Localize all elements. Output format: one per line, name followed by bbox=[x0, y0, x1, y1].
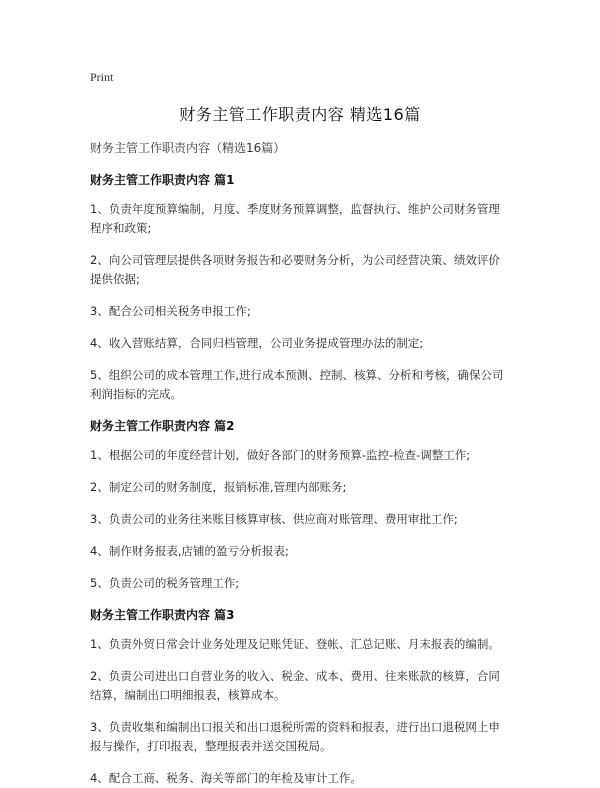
print-link[interactable]: Print bbox=[90, 70, 114, 84]
document-subtitle: 财务主管工作职责内容（精选16篇） bbox=[90, 141, 286, 155]
list-item: 1、根据公司的年度经营计划，做好各部门的财务预算-监控-检查-调整工作; bbox=[90, 448, 471, 462]
list-item: 1、负责外贸日常会计业务处理及记账凭证、登帐、汇总记账、月末报表的编制。 bbox=[90, 637, 500, 651]
list-item: 5、组织公司的成本管理工作,进行成本预测、控制、核算、分析和考核，确保公司利润指标的完成。 bbox=[90, 368, 504, 401]
section-heading: 财务主管工作职责内容 篇1 bbox=[90, 173, 235, 187]
list-item: 5、负责公司的税务管理工作; bbox=[90, 576, 240, 590]
section-1 bbox=[90, 171, 510, 404]
page-title: 财务主管工作职责内容 精选16篇 bbox=[179, 105, 421, 124]
section-3 bbox=[90, 606, 510, 788]
section-heading: 财务主管工作职责内容 篇2 bbox=[90, 419, 235, 433]
list-item: 4、收入营账结算，合同归档管理，公司业务提成管理办法的制定; bbox=[90, 336, 424, 350]
list-item: 4、配合工商、税务、海关等部门的年检及审计工作。 bbox=[90, 771, 362, 785]
list-item: 2、向公司管理层提供各项财务报告和必要财务分析，为公司经营决策、绩效评价提供依据; bbox=[90, 253, 500, 286]
list-item: 3、配合公司相关税务申报工作; bbox=[90, 304, 251, 318]
list-item: 3、负责收集和编制出口报关和出口退税所需的资料和报表，进行出口退税网上申报与操作，打印报表，整理报表并送交国税局。 bbox=[90, 720, 500, 753]
list-item: 2、负责公司进出口自营业务的收入、税金、成本、费用、往来账款的核算，合同结算，编制出口明细报表，核算成本。 bbox=[90, 669, 500, 702]
list-item: 4、制作财务报表,店铺的盈亏分析报表; bbox=[90, 544, 289, 558]
list-item: 2、制定公司的财务制度，报销标准,管理内部账务; bbox=[90, 480, 347, 494]
section-heading: 财务主管工作职责内容 篇3 bbox=[90, 608, 235, 622]
list-item: 3、负责公司的业务往来账目核算审核、供应商对账管理、费用审批工作; bbox=[90, 512, 458, 526]
section-2 bbox=[90, 417, 510, 593]
list-item: 1、负责年度预算编制，月度、季度财务预算调整，监督执行、维护公司财务管理程序和政策; bbox=[90, 202, 500, 235]
